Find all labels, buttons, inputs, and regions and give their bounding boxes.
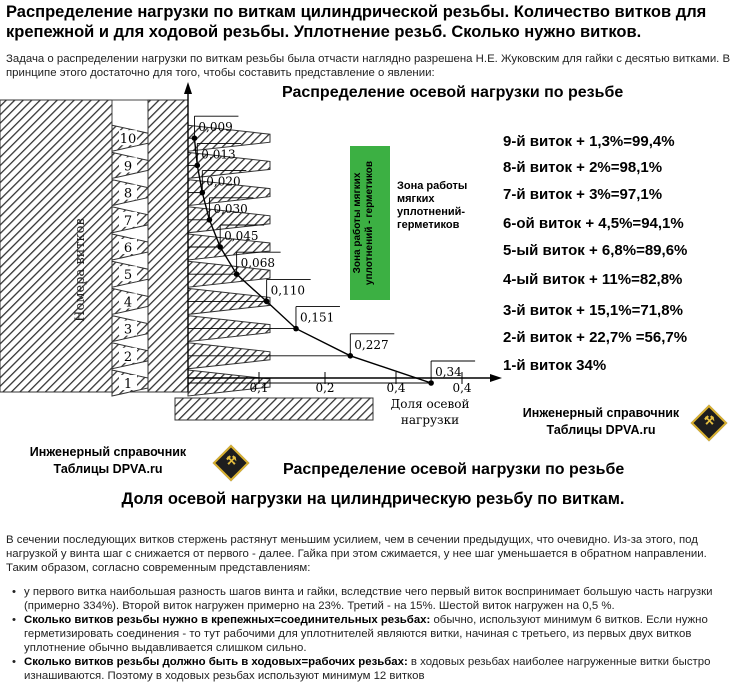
data-label: 0,151	[299, 310, 335, 325]
thread-number: 8	[123, 186, 133, 202]
figure	[0, 80, 736, 510]
x-tick-label: 0,4	[452, 381, 472, 395]
thread-number: 1	[123, 377, 133, 392]
bullet-heading: Сколько витков резьбы должно быть в ходовых=рабочих резьбах:	[24, 656, 408, 668]
thread-number: 3	[123, 322, 133, 338]
thread-number: 2	[123, 349, 133, 365]
figure-caption: Доля осевой нагрузки на цилиндрическую резьбу по виткам.	[121, 490, 625, 508]
base-plate	[175, 398, 373, 420]
intro-text: Задача о распределении нагрузки по виткам резьбы была отчасти наглядно разрешена Н.Е. Жуковским для гайки с десятью витками. В принципе этого достаточно для того, чтобы составить представление о явлении:	[6, 53, 731, 79]
x-axis-label-line1: Доля осевой	[390, 397, 470, 411]
sealant-zone-label: Зона работы мягких уплотнений-герметиков	[397, 180, 468, 231]
figure-heading-top: Распределение осевой нагрузки по резьбе	[282, 84, 624, 101]
cumulative-sum-2: 2-й виток + 22,7% =56,7%	[503, 329, 688, 346]
thread-number: 10	[119, 132, 137, 148]
data-label: 0,227	[354, 337, 389, 352]
thread-number: 4	[123, 295, 133, 311]
bullet-text: у первого витка наибольшая разность шагов винта и гайки, вследствие чего первый виток воспринимает большую часть нагрузки (примерно 334%). Второй виток нагружен примерно на 23%. Третий - на 15%. Шестой виток нагружен на 0,5 %.	[24, 586, 713, 612]
data-label: 0,009	[198, 120, 233, 135]
thread-number: 9	[123, 159, 133, 175]
page-title: Распределение нагрузки по виткам цилиндрической резьбы. Количество витков для крепежной и для ходовой резьбы. Уплотнение резьб. Сколько нужно витков.	[6, 3, 707, 41]
cumulative-sum-8: 8-й виток + 2%=98,1%	[503, 159, 663, 176]
brand-right-line1: Инженерный справочник	[522, 406, 680, 420]
y-axis-arrow	[184, 82, 192, 94]
bullet-text: обычно, используют минимум 6 витков. Если нужно герметизировать соединения - то тут рабочими для уплотнителей являются витки, начиная с третьего, из первых двух витков уплотнение обычно выдавливается слишком сильно.	[24, 614, 708, 654]
data-label: 0,030	[213, 201, 248, 216]
x-tick-label: 0,2	[315, 381, 335, 395]
data-label: 0,068	[240, 256, 275, 271]
data-label: 0,34	[435, 365, 462, 379]
bullet-text: в ходовых резьбах наиболее нагруженные витки быстро изнашиваются. Поэтому в ходовых резьбах используют минимум 12 витков	[24, 656, 711, 682]
thread-number: 6	[123, 241, 133, 256]
cumulative-sum-9: 9-й виток + 1,3%=99,4%	[503, 133, 675, 150]
data-label: 0,045	[224, 229, 259, 243]
cumulative-sum-4: 4-ый виток + 11%=82,8%	[503, 271, 683, 288]
brand-right-line2: Таблицы DPVA.ru	[546, 423, 656, 437]
bullet-item	[10, 655, 728, 683]
brand-right	[506, 405, 696, 439]
thread-number: 5	[123, 268, 133, 284]
brand-left-line2: Таблицы DPVA.ru	[53, 462, 163, 476]
cumulative-sum-3: 3-й виток + 15,1%=71,8%	[503, 302, 683, 319]
y-axis-label: Номера витков	[73, 218, 88, 322]
thread-number: 7	[123, 213, 133, 229]
cumulative-sum-1: 1-й виток 34%	[503, 357, 607, 374]
brand-left	[8, 444, 208, 478]
data-label: 0,013	[201, 147, 236, 162]
bullet-item	[10, 613, 728, 655]
data-label: 0,110	[270, 283, 306, 298]
bolt-shank	[148, 100, 188, 392]
logo-glyph: ⚒	[703, 413, 715, 428]
sealant-zone-vertical-label: Зона работы мягких уплотнений - герметиков	[352, 160, 375, 286]
figure-heading-bottom: Распределение осевой нагрузки по резьбе	[283, 461, 625, 478]
cumulative-sum-5: 5-ый виток + 6,8%=89,6%	[503, 242, 688, 259]
x-axis-label-line2: нагрузки	[400, 413, 460, 427]
cumulative-sum-6: 6-ой виток + 4,5%=94,1%	[503, 215, 684, 232]
bullet-item	[10, 585, 728, 613]
brand-left-line1: Инженерный справочник	[29, 445, 187, 459]
x-tick-label: 0,4	[386, 381, 406, 395]
cumulative-sum-7: 7-й виток + 3%=97,1%	[503, 186, 663, 203]
body-text: В сечении последующих витков стержень растянут меньшим усилием, чем в сечении предыдущих, что очевидно. Из-за этого, под нагрузкой у винта шаг с снижается от первого - далее. Гайка при этом сжимается, у нее шаг уменьшается в обратном направлении. Таким образом, согласно современным представлениям:	[6, 534, 707, 574]
data-label: 0,020	[206, 174, 241, 189]
nut-body	[0, 100, 112, 392]
x-tick-label: 0,1	[249, 381, 269, 395]
bullet-list	[10, 585, 728, 683]
bullet-heading: Сколько витков резьбы нужно в крепежных=соединительных резьбах:	[24, 614, 431, 626]
logo-glyph-left: ⚒	[225, 453, 237, 468]
x-axis-arrow	[490, 374, 502, 382]
